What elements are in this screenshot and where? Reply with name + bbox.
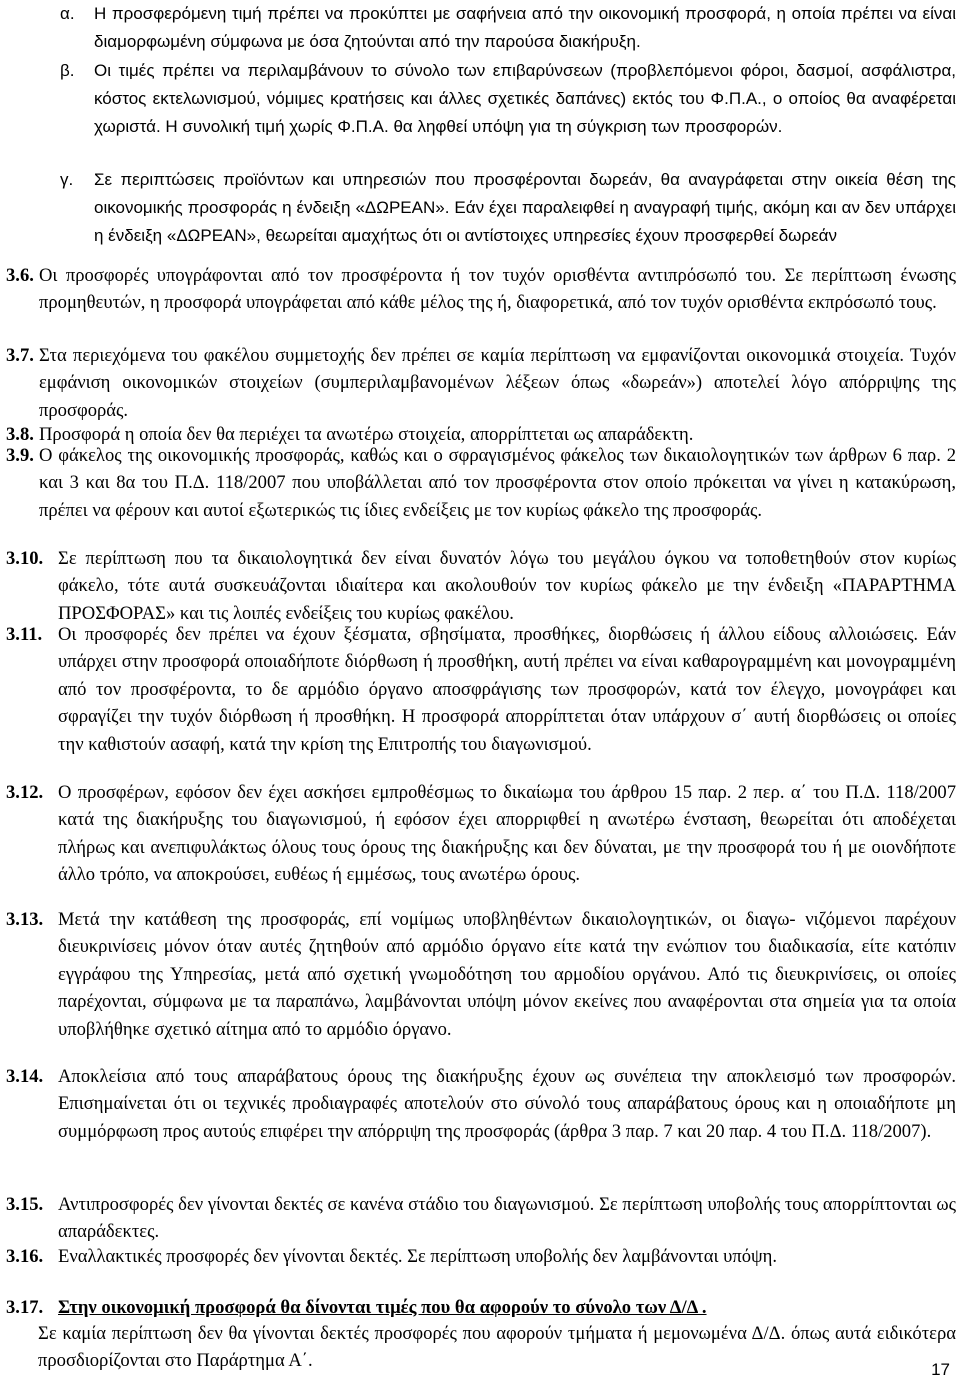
clause-3-12 — [6, 779, 956, 889]
clause-number: 3.12. — [6, 782, 44, 803]
clause-text: Ο φάκελος της οικονομικής προσφοράς, καθώς και ο σφραγισμένος φάκελος των δικαιολογητικών των άρθρων 6 παρ. 2 και 3 και 8α του Π.Δ. 118/2007 που υποβάλλεται από τον προσφέροντα στον οποίο πρόκειται να γίνει η κατακύρωση, πρέπει να φέρουν και αυτοί εξωτερικώς τις ίδιες ενδείξεις με τον κυρίως φάκελο της προσφοράς. — [39, 445, 956, 521]
clause-3-16 — [6, 1243, 956, 1270]
item-label: β. — [60, 61, 75, 80]
clause-3-17 — [6, 1294, 956, 1321]
clause-text: Εναλλακτικές προσφορές δεν γίνονται δεκτές. Σε περίπτωση υποβολής δεν λαμβάνονται υπόψη. — [58, 1246, 778, 1267]
clause-text: Στα περιεχόμενα του φακέλου συμμετοχής δεν πρέπει σε καμία περίπτωση να εμφανίζονται οικονομικά στοιχεία. Τυχόν εμφάνιση οικονομικών στοιχείων (συμπεριλαμβανομένων λέξεων όπως «δωρεάν») αποτελεί λόγο απόρριψης της προσφοράς. — [39, 345, 956, 421]
item-label: α. — [60, 4, 75, 23]
list-item-beta — [60, 57, 956, 141]
clause-number: 3.15. — [6, 1194, 44, 1215]
clause-3-11 — [6, 621, 956, 758]
clause-number: 3.10. — [6, 548, 44, 569]
clause-number: 3.7. — [6, 345, 34, 366]
page-number: 17 — [931, 1360, 950, 1379]
clause-number: 3.14. — [6, 1066, 44, 1087]
clause-text: Προσφορά η οποία δεν θα περιέχει τα ανωτέρω στοιχεία, απορρίπτεται ως απαράδεκτη. — [39, 424, 694, 445]
clause-number: 3.13. — [6, 909, 44, 930]
closing-paragraph: Σε καμία περίπτωση δεν θα γίνονται δεκτές προσφορές που αφορούν τμήματα ή μεμονωμένα Δ/Δ. όπως αυτά ειδικότερα προσδιορίζονται στο Παράρτημα Α΄. — [38, 1323, 956, 1372]
clause-3-7 — [6, 342, 956, 424]
clause-text-underlined: Στην οικονομική προσφορά θα δίνονται τιμές που θα αφορούν το σύνολο των Δ/Δ . — [58, 1297, 707, 1318]
clause-text: Αντιπροσφορές δεν γίνονται δεκτές σε κανένα στάδιο του διαγωνισμού. Σε περίπτωση υποβολής τους απορρίπτονται ως απαράδεκτες. — [58, 1194, 956, 1243]
clause-3-9 — [6, 442, 956, 524]
clause-number: 3.16. — [6, 1246, 44, 1267]
item-text: Η προσφερόμενη τιμή πρέπει να προκύπτει με σαφήνεια από την οικονομική προσφορά, η οποία πρέπει να είναι διαμορφωμένη σύμφωνα με όσα ζητούνται από την παρούσα διακήρυξη. — [94, 4, 956, 51]
clause-number: 3.6. — [6, 265, 34, 286]
clause-text: Ο προσφέρων, εφόσον δεν έχει ασκήσει εμπροθέσμως το δικαίωμα του άρθρου 15 παρ. 2 περ. α΄ του Π.Δ. 118/2007 κατά της διακήρυξης του διαγωνισμού, ή εφόσον έχει απορριφθεί η ανωτέρω ένσταση, θεωρείται ότι αποδέχεται πλήρως και ανεπιφυλάκτως όλους τους όρους της διακήρυξης και δεν δύναται, με την προσφορά του ή με οιονδήποτε άλλο τρόπο, να αποκρούσει, ευθέως ή εμμέσως, τους ανωτέρω όρους. — [58, 782, 956, 886]
item-text: Σε περιπτώσεις προϊόντων και υπηρεσιών που προσφέρονται δωρεάν, θα αναγράφεται στην οικεία θέση της οικονομικής προσφοράς η ένδειξη «ΔΩΡΕΑΝ». Εάν έχει παραλειφθεί η αναγραφή τιμής, ακόμη και αν δεν υπάρχει η ένδειξη «ΔΩΡΕΑΝ», θεωρείται αμαχήτως ότι οι αντίστοιχες υπηρεσίες έχουν προσφερθεί δωρεάν — [94, 170, 956, 245]
clause-number: 3.11. — [6, 624, 43, 645]
item-label: γ. — [60, 170, 74, 189]
clause-text: Μετά την κατάθεση της προσφοράς, επί νομίμως υποβληθέντων δικαιολογητικών, οι διαγω- νιζόμενοι παρέχουν διευκρινίσεις μόνον όταν αυτές ζητηθούν από αρμόδιο όργανο είτε κατά την ενώπιον του διαδικασία, είτε κατόπιν εγγράφου της Υπηρεσίας, μετά από σχετική γνωμοδότηση του αρμοδίου οργάνου. Από τις διευκρινίσεις, οι οποίες παρέχονται, σύμφωνα με τα παραπάνω, λαμβάνονται υπόψη μόνον εκείνες που αναφέρονται στα σημεία για τα οποία υποβλήθηκε σχετικό αίτημα από το αρμόδιο όργανο. — [58, 909, 956, 1040]
clause-number: 3.9. — [6, 445, 34, 466]
clause-text: Σε περίπτωση που τα δικαιολογητικά δεν είναι δυνατόν λόγω του μεγάλου όγκου να τοποθετηθούν στον κυρίως φάκελο, τότε αυτά συσκευάζονται ιδιαίτερα και ακολουθούν τον κυρίως φάκελο με την ένδειξη «ΠΑΡΑΡΤΗΜΑ ΠΡΟΣΦΟΡΑΣ» και τις λοιπές ενδείξεις του κυρίως φακέλου. — [58, 548, 956, 624]
clause-text: Αποκλείσια από τους απαράβατους όρους της διακήρυξης έχουν ως συνέπεια την αποκλεισμό των προσφορών. Επισημαίνεται ότι οι τεχνικές προδιαγραφές αποτελούν στο σύνολό τους απαράβατους όρους και η οποιαδήποτε μη συμμόρφωση προς αυτούς επιφέρει την απόρριψη της προσφοράς (άρθρα 3 παρ. 7 και 20 παρ. 4 του Π.Δ. 118/2007). — [58, 1066, 956, 1142]
clause-number: 3.8. — [6, 424, 34, 445]
clause-3-14 — [6, 1063, 956, 1145]
clause-3-10 — [6, 545, 956, 627]
clause-3-13 — [6, 906, 956, 1043]
item-text: Οι τιμές πρέπει να περιλαμβάνουν το σύνολο των επιβαρύνσεων (προβλεπόμενοι φόροι, δασμοί, ασφάλιστρα, κόστος εκτελωνισμού, νόμιμες κρατήσεις και άλλες σχετικές δαπάνες) εκτός του Φ.Π.Α., ο οποίος θα αναφέρεται χωριστά. Η συνολική τιμή χωρίς Φ.Π.Α. θα ληφθεί υπόψη για τη σύγκριση των προσφορών. — [94, 61, 956, 136]
clause-text: Οι προσφορές δεν πρέπει να έχουν ξέσματα, σβησίματα, προσθήκες, διορθώσεις ή άλλου είδους αλλοιώσεις. Εάν υπάρχει στην προσφορά οποιαδήποτε διόρθωση ή προσθήκη, αυτή πρέπει να είναι καθαρογραμμένη και μονογραμμένη από τον προσφέροντα, το δε αρμόδιο όργανο αποσφράγισης των προσφορών, κατά τον έλεγχο, μονογράφει και σφραγίζει την τυχόν διόρθωση ή προσθήκη. Η προσφορά απορρίπτεται όταν υπάρχουν σ΄ αυτή διορθώσεις οι οποίες την καθιστούν ασαφή, κατά την κρίση της Επιτροπής του διαγωνισμού. — [58, 624, 956, 755]
clause-number: 3.17. — [6, 1297, 44, 1318]
clause-3-6 — [6, 262, 956, 317]
list-item-gamma — [60, 166, 956, 250]
clause-text: Οι προσφορές υπογράφονται από τον προσφέροντα ή τον τυχόν ορισθέντα αντιπρόσωπό του. Σε περίπτωση ένωσης προμηθευτών, η προσφορά υπογράφεται από κάθε μέλος της ή, διαφορετικά, από τον τυχόν ορισθέντα εκπρόσωπό τους. — [39, 265, 956, 314]
clause-3-15 — [6, 1191, 956, 1246]
list-item-alpha — [60, 0, 956, 56]
